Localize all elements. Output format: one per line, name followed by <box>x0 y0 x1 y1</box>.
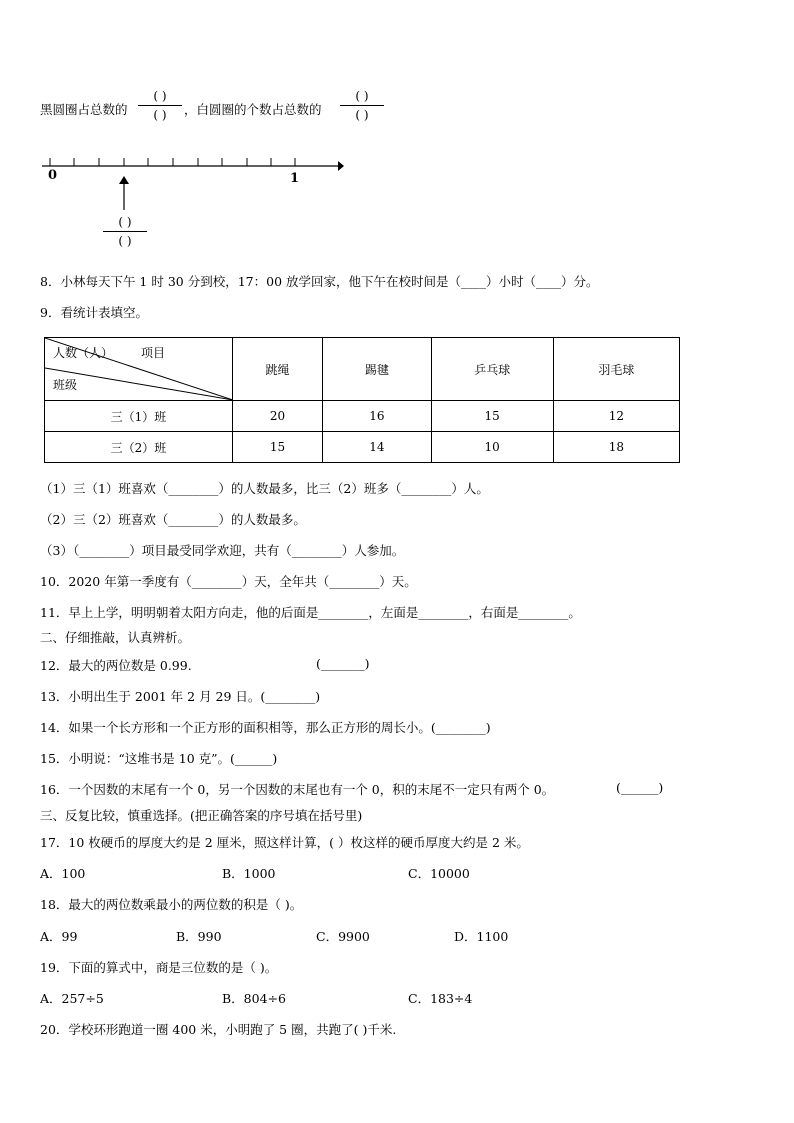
option-c[interactable]: C．10000 <box>408 866 470 881</box>
question-13: 13．小明出生于 2001 年 2 月 29 日。(________) <box>40 689 321 704</box>
option-a[interactable]: A．100 <box>40 866 86 881</box>
question-12-answer-blank[interactable]: (_______) <box>316 656 370 671</box>
question-12: 12．最大的两位数是 0.99. <box>40 658 192 673</box>
table-header-cell: 乒乓球 <box>431 338 553 401</box>
option-b[interactable]: B．990 <box>176 929 222 944</box>
question-17: 17．10 枚硬币的厚度大约是 2 厘米，照这样计算，( ）枚这样的硬币厚度大约是 2 米。 <box>40 835 529 850</box>
number-line-label-zero: 0 <box>48 168 58 183</box>
question-8: 8．小林每天下午 1 时 30 分到校，17：00 放学回家，他下午在校时间是（____）小时（____）分。 <box>40 274 599 289</box>
number-line-fraction-blank[interactable] <box>103 214 147 249</box>
fraction-bar <box>138 105 182 106</box>
table-cell: 18 <box>553 432 679 463</box>
table-cell: 16 <box>323 401 431 432</box>
fraction-denominator-blank: ( ) <box>153 108 167 122</box>
question-20: 20．学校环形跑道一圈 400 米，小明跑了 5 圈，共跑了( )千米. <box>40 1022 397 1037</box>
question-16: 16．一个因数的末尾有一个 0，另一个因数的末尾也有一个 0，积的末尾不一定只有两个 0。 <box>40 782 555 797</box>
question-9-1: （1）三（1）班喜欢（________）的人数最多，比三（2）班多（________）人。 <box>40 481 489 496</box>
question-11: 11．早上上学，明明朝着太阳方向走，他的后面是________，左面是________，右面是________。 <box>40 605 581 620</box>
table-cell: 20 <box>232 401 322 432</box>
table-row-class: 三（1）班 <box>45 401 233 432</box>
question-16-answer-blank[interactable]: (______) <box>616 780 664 795</box>
option-c[interactable]: C．183÷4 <box>408 991 473 1006</box>
fraction-bar <box>340 105 384 106</box>
fraction-question-mid: ，白圆圈的个数占总数的 <box>184 102 322 117</box>
corner-label-item: 项目 <box>141 346 166 360</box>
question-9-3: （3）（________）项目最受同学欢迎，共有（________）人参加。 <box>40 543 405 558</box>
statistics-table <box>44 337 680 463</box>
question-15: 15．小明说：“这堆书是 10 克”。(______) <box>40 751 278 766</box>
question-18: 18．最大的两位数乘最小的两位数的积是（ )。 <box>40 897 303 912</box>
number-line <box>38 144 348 214</box>
option-c[interactable]: C．9900 <box>316 929 370 944</box>
table-cell: 12 <box>553 401 679 432</box>
fraction-question-lead: 黑圆圈占总数的 <box>40 102 128 117</box>
option-b[interactable]: B．1000 <box>222 866 276 881</box>
corner-label-count: 人数（人） <box>53 346 114 360</box>
table-corner-cell <box>45 338 233 401</box>
question-19: 19．下面的算式中，商是三位数的是（ )。 <box>40 960 278 975</box>
question-14: 14．如果一个长方形和一个正方形的面积相等，那么正方形的周长小。(________) <box>40 720 491 735</box>
section-3-heading: 三、反复比较，慎重选择。(把正确答案的序号填在括号里) <box>40 808 363 823</box>
table-header-cell: 踢毽 <box>323 338 431 401</box>
fraction-blank-black[interactable] <box>138 88 182 123</box>
table-row-class: 三（2）班 <box>45 432 233 463</box>
fraction-blank-white[interactable] <box>340 88 384 123</box>
question-9-2: （2）三（2）班喜欢（________）的人数最多。 <box>40 512 306 527</box>
option-d[interactable]: D．1100 <box>454 929 509 944</box>
option-b[interactable]: B．804÷6 <box>222 991 286 1006</box>
fraction-numerator-blank: ( ) <box>118 215 132 229</box>
fraction-denominator-blank: ( ) <box>355 108 369 122</box>
question-10: 10．2020 年第一季度有（________）天，全年共（________）天。 <box>40 574 417 589</box>
table-cell: 10 <box>431 432 553 463</box>
number-line-label-one: 1 <box>290 171 300 186</box>
fraction-numerator-blank: ( ) <box>153 89 167 103</box>
table-row <box>45 432 680 463</box>
table-header-row <box>45 338 680 401</box>
fraction-bar <box>103 231 147 232</box>
table-header-cell: 羽毛球 <box>553 338 679 401</box>
fraction-numerator-blank: ( ) <box>355 89 369 103</box>
fraction-denominator-blank: ( ) <box>118 234 132 248</box>
question-9: 9．看统计表填空。 <box>40 305 148 320</box>
table-cell: 15 <box>431 401 553 432</box>
corner-label-class: 班级 <box>53 378 78 392</box>
option-a[interactable]: A．257÷5 <box>40 991 104 1006</box>
table-cell: 14 <box>323 432 431 463</box>
table-row <box>45 401 680 432</box>
option-a[interactable]: A．99 <box>40 929 78 944</box>
section-2-heading: 二、仔细推敲，认真辨析。 <box>40 630 191 645</box>
table-cell: 15 <box>232 432 322 463</box>
table-header-cell: 跳绳 <box>232 338 322 401</box>
